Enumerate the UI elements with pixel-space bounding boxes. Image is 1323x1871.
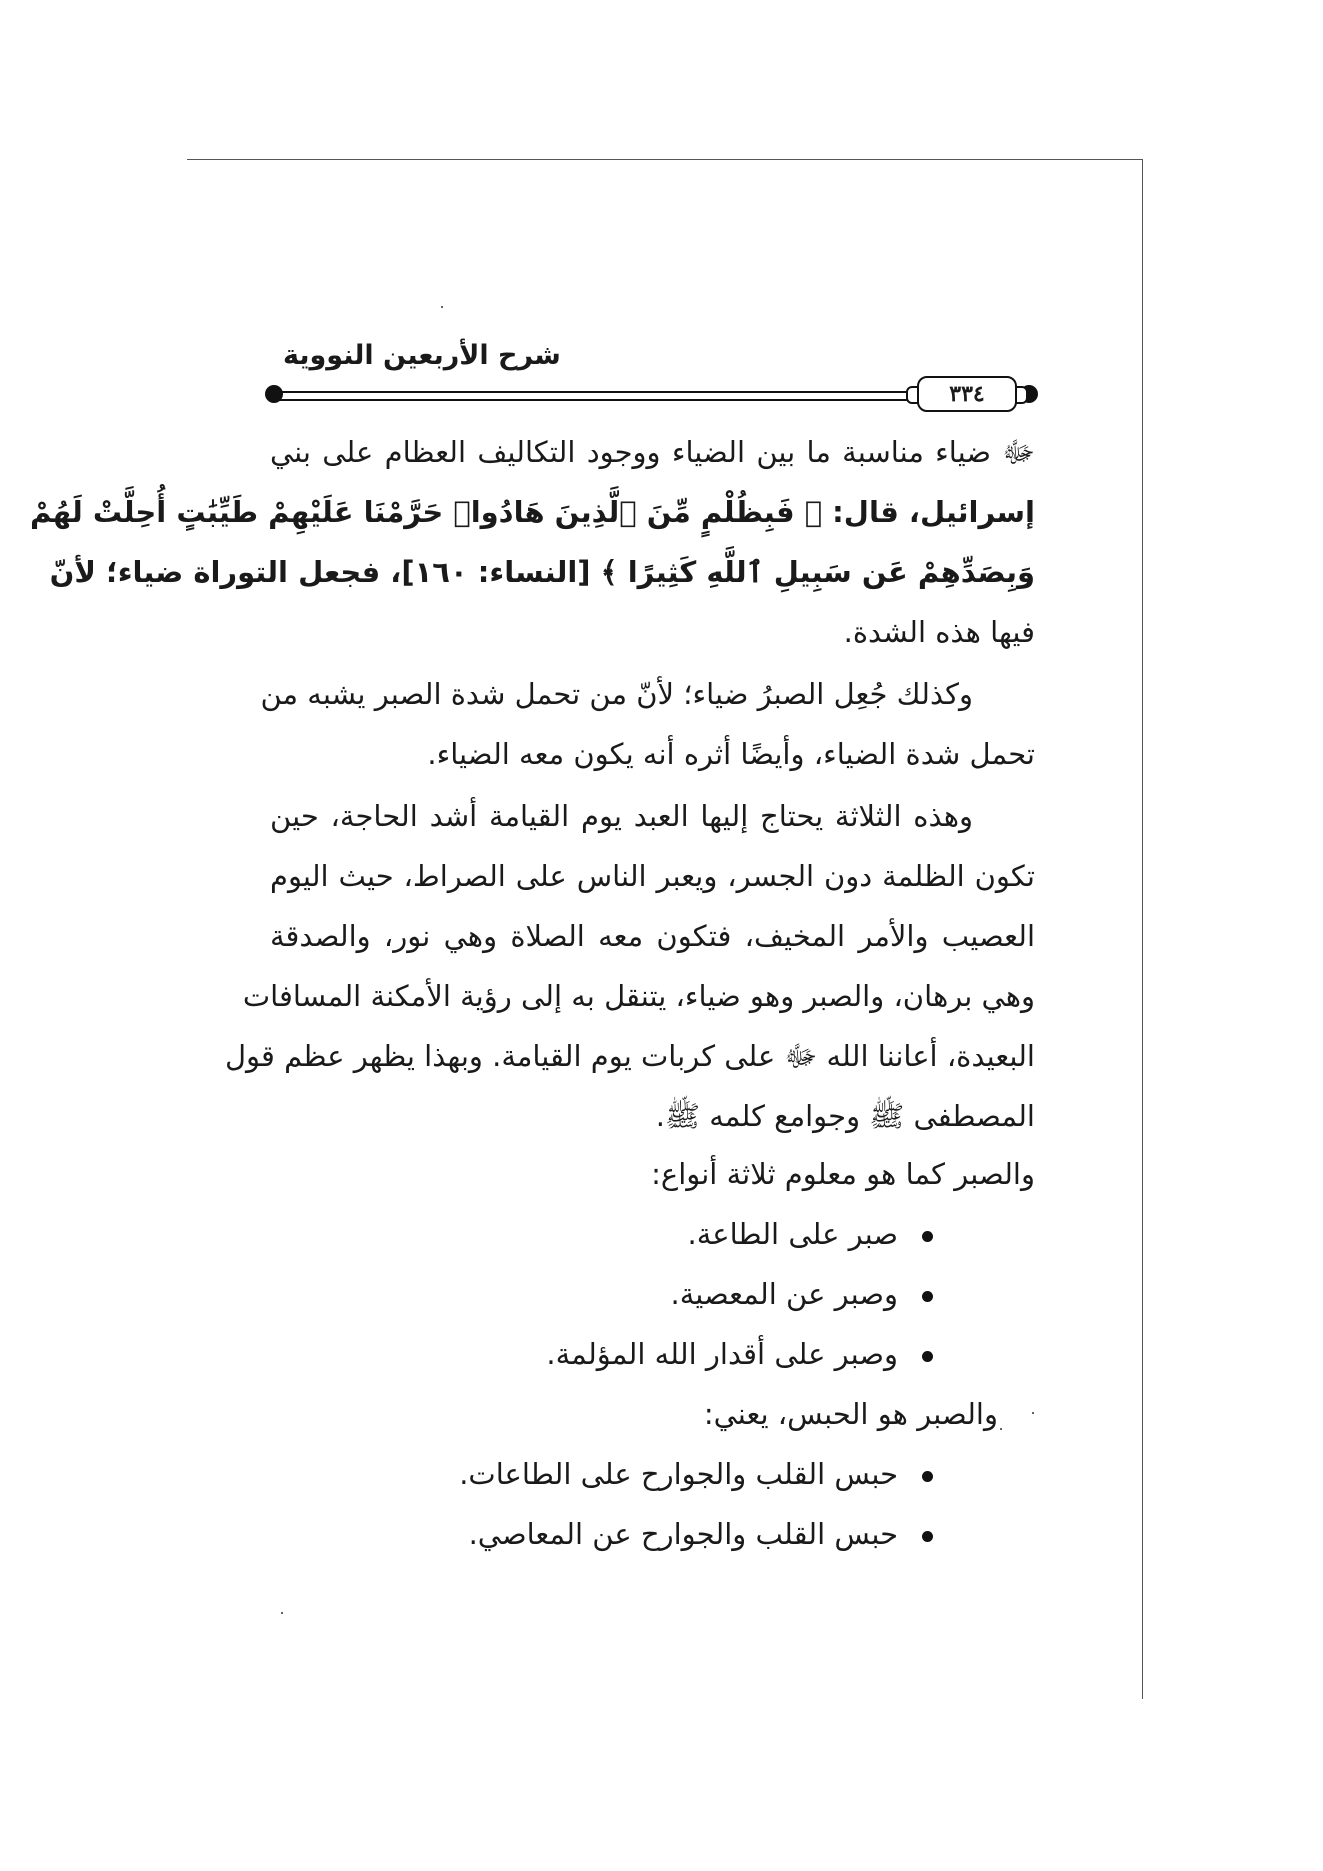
text-line: البعيدة، أعاننا الله ﷻ على كربات يوم القيامة. وبهذا يظهر عظم قول — [224, 1039, 1035, 1073]
list-item-text: صبر على الطاعة. — [687, 1217, 898, 1251]
bullet-icon — [922, 1471, 933, 1482]
text-line: المصطفى ﷺ وجوامع كلمه ﷺ. — [655, 1099, 1035, 1133]
patience-types-intro: والصبر كما هو معلوم ثلاثة أنواع: — [651, 1157, 1035, 1191]
list-item — [469, 1514, 933, 1554]
scan-border-right — [1142, 159, 1143, 1699]
text-line: إسرائيل، قال: ﴿ فَبِظُلْمٍ مِّنَ ٱلَّذِينَ هَادُوا۟ حَرَّمْنَا عَلَيْهِمْ طَيِّبَٰتٍ أُحِلَّتْ لَهُمْ — [30, 495, 1035, 529]
bullet-icon — [922, 1531, 933, 1542]
list-item — [546, 1334, 933, 1374]
list-item-text: وصبر عن المعصية. — [670, 1277, 898, 1311]
list-item-text: وصبر على أقدار الله المؤلمة. — [546, 1337, 898, 1371]
patience-meaning-intro: والصبر هو الحبس، يعني: — [703, 1397, 998, 1431]
speck — [281, 1612, 283, 1614]
text-line: وهذه الثلاثة يحتاج إليها العبد يوم القيامة أشد الحاجة، حين — [270, 799, 973, 833]
speck — [1000, 1428, 1002, 1430]
running-header — [265, 340, 1038, 410]
text-line: وَبِصَدِّهِمْ عَن سَبِيلِ ٱللَّهِ كَثِيرًا ﴾ [النساء: ١٦٠]، فجعل التوراة ضياء؛ لأنّ — [49, 555, 1035, 589]
text-line: فيها هذه الشدة. — [843, 615, 1035, 649]
text-line: تحمل شدة الضياء، وأيضًا أثره أنه يكون معه الضياء. — [427, 737, 1035, 771]
text-line: العصيب والأمر المخيف، فتكون معه الصلاة وهي نور، والصدقة — [270, 919, 1035, 953]
page-number: ٣٣٤ — [917, 376, 1017, 412]
list-item-text: حبس القلب والجوارح عن المعاصي. — [468, 1517, 898, 1551]
speck — [441, 306, 443, 308]
list-item — [459, 1454, 933, 1494]
speck — [1032, 1412, 1034, 1414]
text-line: ﷻ ضياء مناسبة ما بين الضياء ووجود التكاليف العظام على بني — [270, 435, 1035, 469]
list-item — [670, 1274, 933, 1314]
list-item-text: حبس القلب والجوارح على الطاعات. — [459, 1457, 898, 1491]
text-line: تكون الظلمة دون الجسر، ويعبر الناس على الصراط، حيث اليوم — [270, 859, 1035, 893]
text-line: وكذلك جُعِل الصبرُ ضياء؛ لأنّ من تحمل شدة الصبر يشبه من — [260, 677, 973, 711]
list-item — [688, 1214, 933, 1254]
header-rule-end-ornament — [265, 385, 283, 403]
bullet-icon — [922, 1351, 933, 1362]
running-title: شرح الأربعين النووية — [283, 340, 561, 371]
text-line: وهي برهان، والصبر وهو ضياء، يتنقل به إلى رؤية الأمكنة المسافات — [242, 979, 1035, 1013]
bullet-icon — [922, 1231, 933, 1242]
bullet-icon — [922, 1291, 933, 1302]
scan-border-top — [187, 159, 1143, 160]
